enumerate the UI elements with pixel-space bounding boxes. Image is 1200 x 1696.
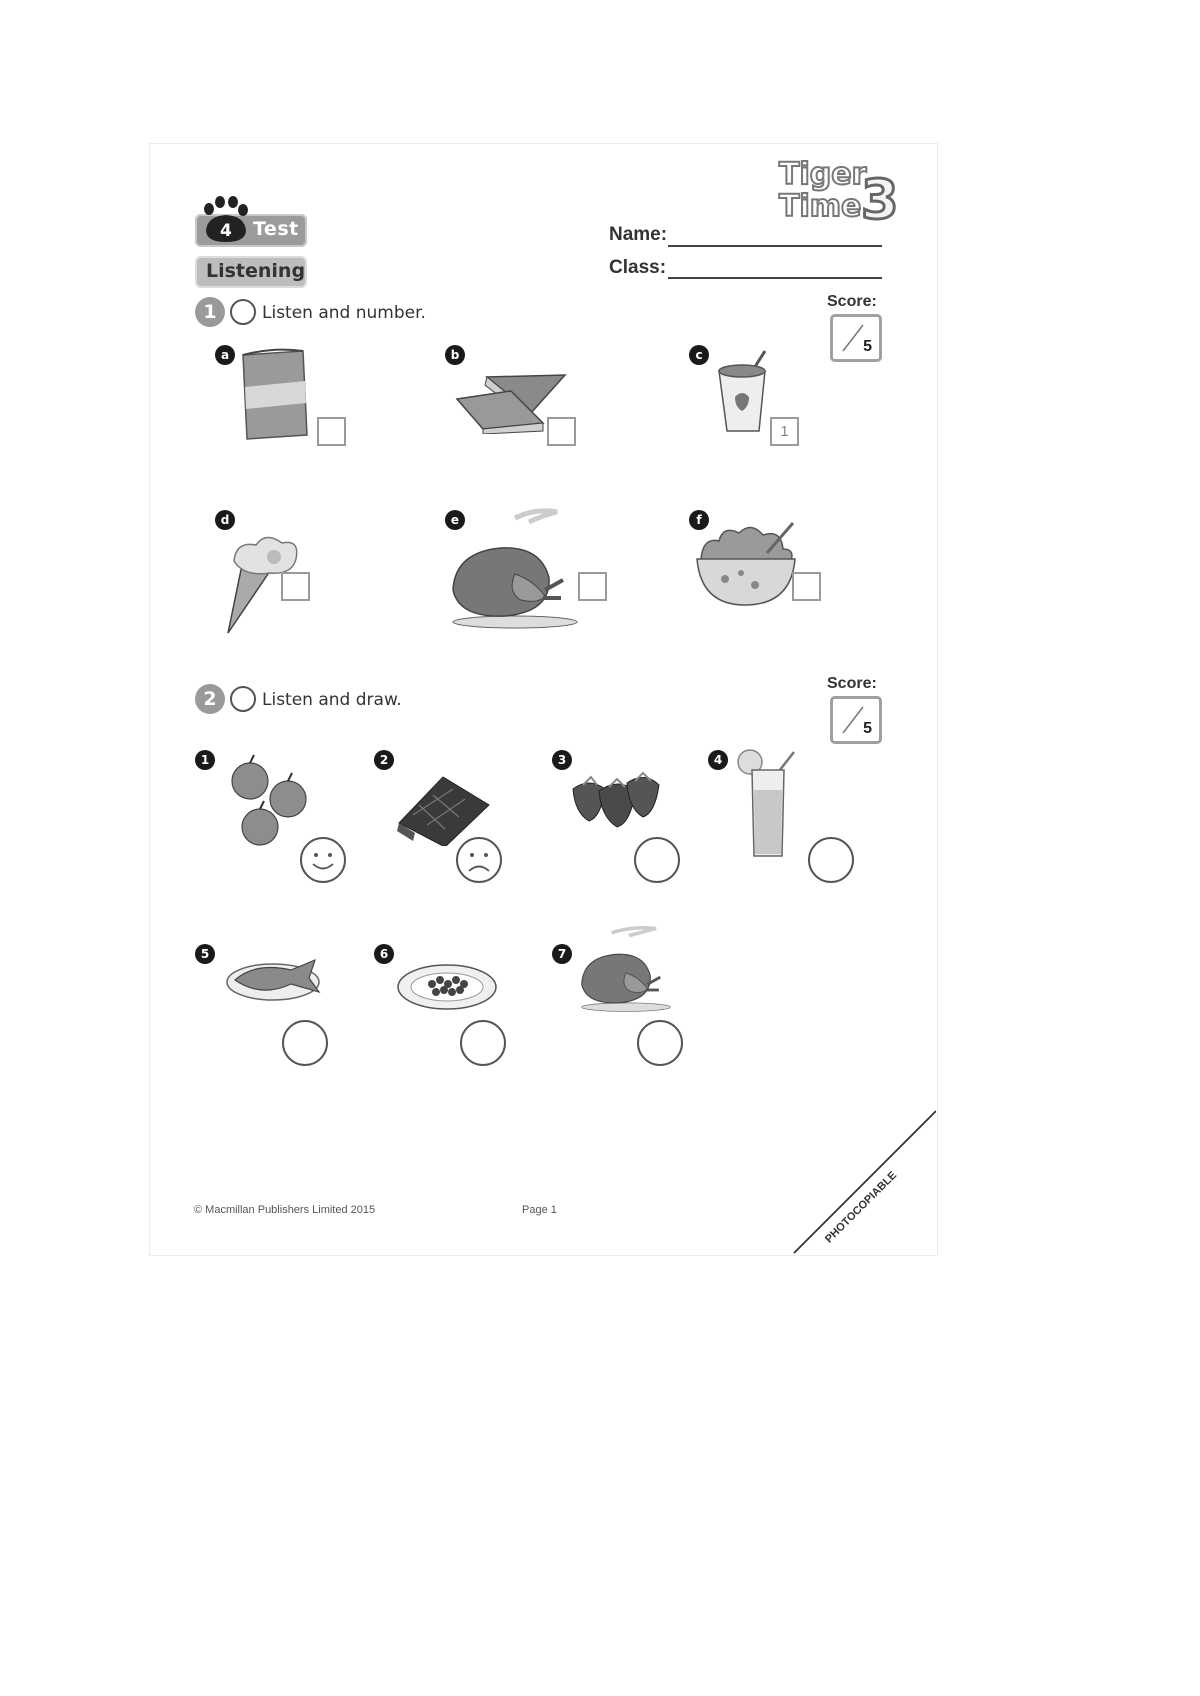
svg-text:3: 3 — [861, 168, 899, 226]
item-6-answer-circle[interactable] — [460, 1020, 506, 1066]
sad-face-icon — [458, 839, 500, 881]
photocopiable-corner — [790, 1109, 936, 1255]
item-e-answer-box[interactable] — [578, 572, 607, 601]
exercise-1-number: 1 — [195, 297, 225, 327]
strawberries-icon — [569, 769, 664, 829]
crisps-bag-icon — [235, 347, 315, 442]
item-5-answer-circle[interactable] — [282, 1020, 328, 1066]
listening-badge — [195, 256, 307, 288]
item-2-number: 2 — [374, 750, 394, 770]
item-4-answer-circle[interactable] — [808, 837, 854, 883]
class-field[interactable] — [668, 277, 882, 279]
item-1-answer-circle[interactable] — [300, 837, 346, 883]
section-label: Listening — [206, 260, 306, 282]
unit-number: 4 — [220, 221, 232, 241]
peas-plate-icon — [396, 962, 498, 1012]
score-1-total: 5 — [863, 338, 872, 355]
item-b-answer-box[interactable] — [547, 417, 576, 446]
item-7-number: 7 — [552, 944, 572, 964]
chocolate-bar-icon — [393, 771, 493, 846]
item-f-letter: f — [689, 510, 709, 530]
paw-icon — [200, 196, 252, 244]
item-3-answer-circle[interactable] — [634, 837, 680, 883]
apples-icon — [222, 751, 312, 851]
item-d-answer-box[interactable] — [281, 572, 310, 601]
lemonade-glass-icon — [736, 744, 806, 859]
roast-chicken-icon — [445, 504, 585, 629]
cd-icon — [230, 299, 256, 325]
item-d-letter: d — [215, 510, 235, 530]
item-5-number: 5 — [195, 944, 215, 964]
item-c-letter: c — [689, 345, 709, 365]
item-7-answer-circle[interactable] — [637, 1020, 683, 1066]
tiger-time-logo — [777, 154, 907, 226]
salad-bowl-icon — [695, 519, 800, 609]
exercise-2-number: 2 — [195, 684, 225, 714]
item-a-answer-box[interactable] — [317, 417, 346, 446]
item-c-answer: 1 — [780, 423, 789, 440]
photocopiable-label: PHOTOCOPIABLE — [823, 1169, 900, 1246]
roast-chicken-icon — [576, 920, 676, 1015]
name-label: Name: — [609, 224, 668, 245]
item-4-number: 4 — [708, 750, 728, 770]
exercise-2-instruction: Listen and draw. — [262, 690, 402, 710]
class-label: Class: — [609, 257, 667, 278]
item-2-answer-circle[interactable] — [456, 837, 502, 883]
worksheet-page — [149, 143, 938, 1256]
exercise-1-instruction: Listen and number. — [262, 303, 426, 323]
fish-plate-icon — [225, 954, 325, 1004]
page-number: Page 1 — [522, 1204, 557, 1216]
svg-text:Time: Time — [779, 189, 862, 224]
item-3-number: 3 — [552, 750, 572, 770]
score-2-box[interactable] — [830, 696, 882, 744]
item-e-letter: e — [445, 510, 465, 530]
item-f-answer-box[interactable] — [792, 572, 821, 601]
test-label: Test — [253, 218, 299, 240]
item-a-letter: a — [215, 345, 235, 365]
score-2-total: 5 — [863, 720, 872, 737]
score-1-box[interactable] — [830, 314, 882, 362]
item-b-letter: b — [445, 345, 465, 365]
score-1-label: Score: — [827, 293, 877, 310]
item-c-answer-box[interactable] — [770, 417, 799, 446]
item-1-number: 1 — [195, 750, 215, 770]
svg-text:Tiger: Tiger — [779, 157, 867, 192]
score-2-label: Score: — [827, 675, 877, 692]
copyright-text: © Macmillan Publishers Limited 2015 — [194, 1204, 376, 1216]
cd-icon — [230, 686, 256, 712]
item-6-number: 6 — [374, 944, 394, 964]
happy-face-icon — [302, 839, 344, 881]
name-field[interactable] — [668, 245, 882, 247]
